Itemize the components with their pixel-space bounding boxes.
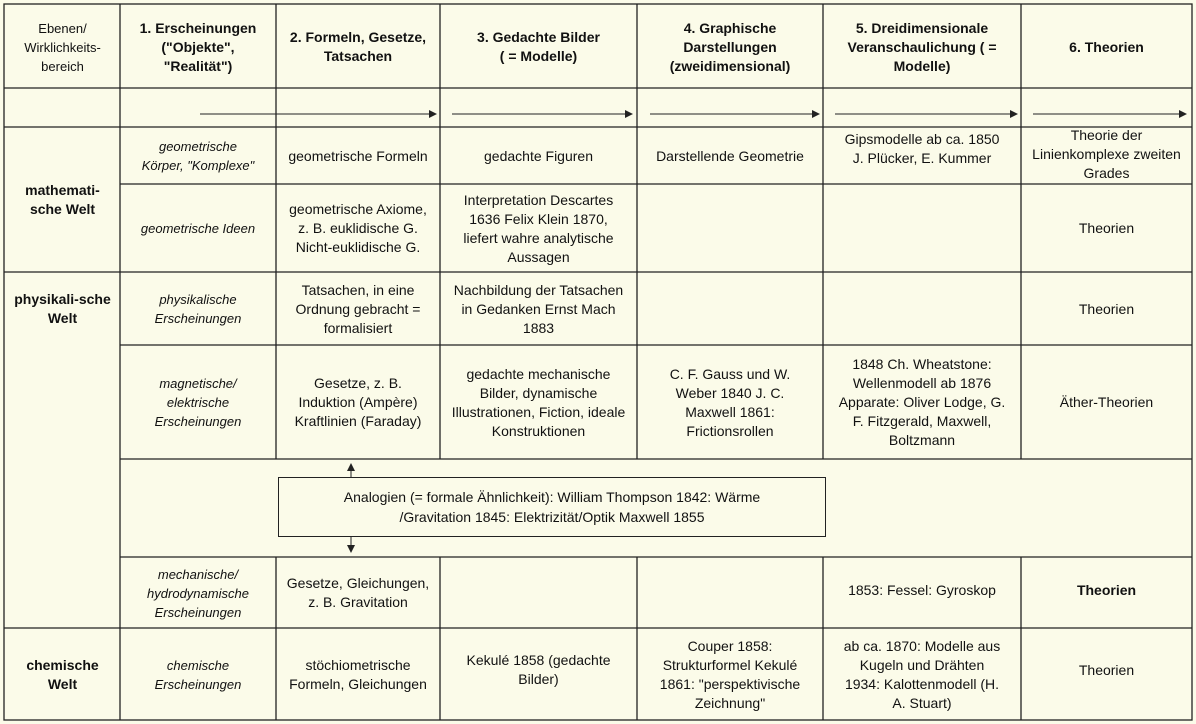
row-chem-graphics: Couper 1858: Strukturformel Kekulé 1861: "perspektivische Zeichnung" xyxy=(659,637,801,711)
row-chem-phenomena: chemische Erscheinungen xyxy=(154,657,242,692)
row-magn-models: 1848 Ch. Wheatstone: Wellenmodell ab 1876 Apparate: Oliver Lodge, G. F. Fitzgerald, Maxwell, Boltzmann xyxy=(838,356,1006,448)
row-magn-graphics: C. F. Gauss und W. Weber 1840 J. C. Maxwell 1861: Frictionsrollen xyxy=(669,365,791,439)
row-geo-koerper-images: gedachte Figuren xyxy=(484,147,593,164)
world-chem-label: chemische Welt xyxy=(26,656,99,692)
world-math-label: mathemati- sche Welt xyxy=(25,182,100,217)
row-chem-formulas: stöchiometrische Formeln, Gleichungen xyxy=(289,656,427,692)
row-phys-formulas: Tatsachen, in eine Ordnung gebracht = formalisiert xyxy=(295,281,421,336)
row-magn-theories: Äther-Theorien xyxy=(1059,394,1154,410)
row-geo-koerper-graphics: Darstellende Geometrie xyxy=(656,147,804,164)
header-erscheinungen: 1. Erscheinungen ("Objekte", "Realität") xyxy=(139,19,257,74)
row-geo-ideen-images: Interpretation Descartes 1636 Felix Klein 1870, liefert wahre analytische Aussagen xyxy=(463,191,614,265)
analogies-box: Analogien (= formale Ähnlichkeit): William Thompson 1842: Wärme /Gravitation 1845: Elektrizität/Optik Maxwell 1855 xyxy=(278,477,826,537)
row-geo-koerper-formulas: geometrische Formeln xyxy=(288,147,428,164)
header-graphische: 4. Graphische Darstellungen (zweidimensional) xyxy=(669,19,791,74)
header-dreidimensional: 5. Dreidimensionale Veranschaulichung ( = Modelle) xyxy=(847,19,997,74)
row-mech-formulas: Gesetze, Gleichungen, z. B. Gravitation xyxy=(286,575,430,610)
header-gedachte-bilder: 3. Gedachte Bilder ( = Modelle) xyxy=(477,29,600,64)
header-formeln: 2. Formeln, Gesetze, Tatsachen xyxy=(289,29,427,64)
row-chem-theories: Theorien xyxy=(1078,661,1135,678)
row-geo-koerper-theories: Theorie der Linienkomplexe zweiten Grades xyxy=(1032,126,1181,181)
row-magn-formulas: Gesetze, z. B. Induktion (Ampère) Kraftlinien (Faraday) xyxy=(294,375,422,429)
row-phys-images: Nachbildung der Tatsachen in Gedanken Ernst Mach 1883 xyxy=(453,281,624,336)
row-geo-ideen-phenomena: geometrische Ideen xyxy=(140,221,256,236)
row-geo-ideen-theories: Theorien xyxy=(1078,220,1135,236)
row-mech-phenomena: mechanische/ hydrodynamische Erscheinungen xyxy=(147,566,249,620)
row-geo-ideen-formulas: geometrische Axiome, z. B. euklidische G. Nicht-euklidische G. xyxy=(289,201,427,255)
row-magn-phenomena: magnetische/ elektrische Erscheinungen xyxy=(154,376,242,429)
row-mech-theories: Theorien xyxy=(1076,581,1137,598)
row-phys-phenomena: physikalische Erscheinungen xyxy=(154,292,242,326)
world-phys-label: physikali-sche Welt xyxy=(14,291,111,326)
header-theorien: 6. Theorien xyxy=(1069,38,1144,55)
row-chem-images: Kekulé 1858 (gedachte Bilder) xyxy=(466,652,611,687)
row-phys-theories: Theorien xyxy=(1078,300,1135,317)
row-geo-koerper-models: Gipsmodelle ab ca. 1850 J. Plücker, E. Kummer xyxy=(844,131,1000,166)
row-geo-koerper-phenomena: geometrische Körper, "Komplexe" xyxy=(141,139,255,173)
row-chem-models: ab ca. 1870: Modelle aus Kugeln und Drähten 1934: Kalottenmodell (H. A. Stuart) xyxy=(843,637,1001,711)
row-mech-models: 1853: Fessel: Gyroskop xyxy=(848,581,996,598)
row-magn-images: gedachte mechanische Bilder, dynamische Illustrationen, Fiction, ideale Konstruktionen xyxy=(451,365,626,439)
header-levels: Ebenen/ Wirklichkeits- bereich xyxy=(24,20,101,74)
